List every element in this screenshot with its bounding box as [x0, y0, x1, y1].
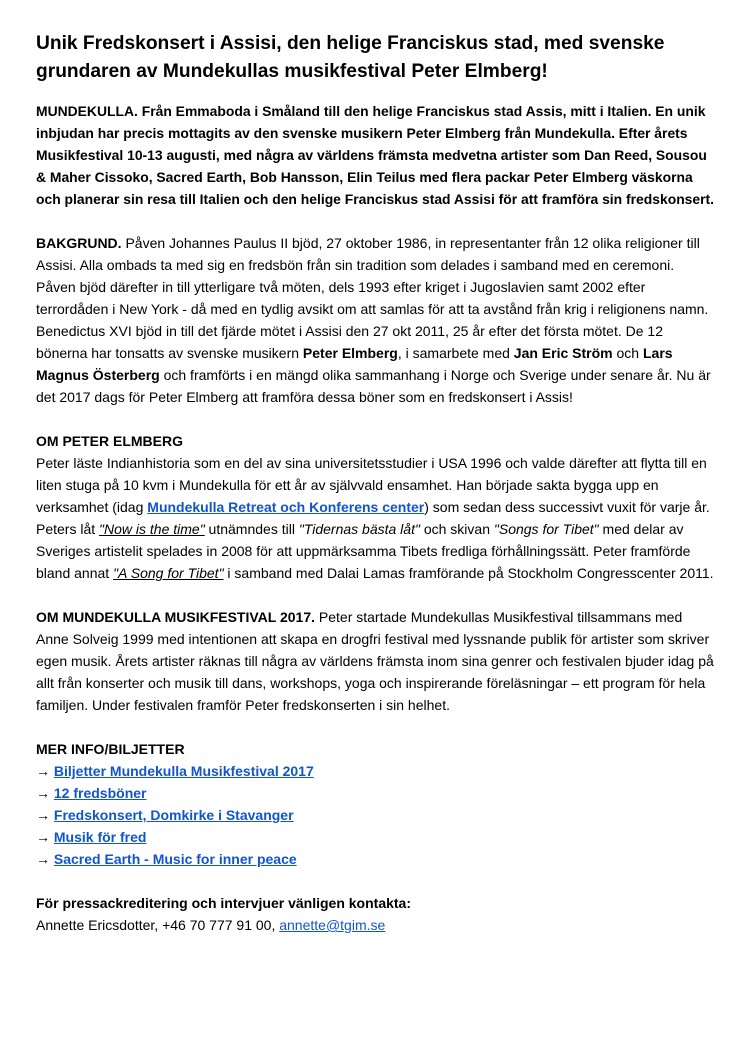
arrow-right-icon: → — [36, 763, 50, 779]
contact-text: Annette Ericsdotter, +46 70 777 91 00, — [36, 917, 280, 933]
arrow-right-icon: → — [36, 807, 50, 823]
background-text-4: och framförts i en mängd olika sammanhang i Norge och Sverige under senare år. Nu är det 2017 dags för Peter Elmberg att framföra dessa böner som en fredskonsert i Assis! — [36, 367, 711, 405]
about-peter-text-1: Peter läste Indianhistoria som en del av sina universitetsstudier i USA 1996 och valde därefter att flytta till en liten stuga på 10 kvm i Mundekulla för ett år av självvald ensamhet. Han började sakta bygga upp en verksamhet (idag — [36, 455, 707, 515]
list-item — [36, 804, 716, 826]
about-peter-text-6: i samband med Dalai Lamas framförande på Stockholm Congresscenter 2011. — [223, 565, 714, 581]
about-peter-section — [36, 430, 716, 584]
arrow-right-icon: → — [36, 851, 50, 867]
contact-section — [36, 892, 716, 936]
list-item — [36, 848, 716, 870]
more-info-heading: MER INFO/BILJETTER — [36, 741, 185, 757]
arrow-right-icon: → — [36, 785, 50, 801]
name-lars-magnus-osterberg: Lars Magnus Österberg — [36, 345, 673, 383]
contact-line — [36, 914, 716, 936]
link-fredskonsert-stavanger[interactable]: Fredskonsert, Domkirke i Stavanger — [53, 807, 294, 823]
press-release — [36, 30, 716, 936]
retreat-link[interactable]: Mundekulla Retreat och Konferens center — [147, 499, 425, 515]
about-peter-text-5: med delar av Sveriges artistelit spelades in 2008 för att uppmärksamma Tibets fredliga förhållningssätt. Peter framförde bland annat — [36, 521, 691, 581]
list-item — [36, 826, 716, 848]
contact-heading: För pressackreditering och intervjuer vänligen kontakta: — [36, 895, 411, 911]
arrow-right-icon: → — [36, 829, 50, 845]
about-peter-text-3: utnämndes till — [204, 521, 299, 537]
link-sacred-earth[interactable]: Sacred Earth - Music for inner peace — [53, 851, 297, 867]
list-item — [36, 760, 716, 782]
about-peter-paragraph — [36, 452, 716, 584]
link-12-fredsboner[interactable]: 12 fredsböner — [53, 785, 147, 801]
about-festival-paragraph — [36, 606, 716, 716]
song-a-song-for-tibet: "A Song for Tibet" — [113, 565, 224, 581]
link-musik-for-fred[interactable]: Musik för fred — [53, 829, 147, 845]
link-biljetter-festival[interactable]: Biljetter Mundekulla Musikfestival 2017 — [53, 763, 314, 779]
about-peter-text-2: ) som sedan dess successivt vuxit för varje år. Peters låt — [36, 499, 710, 537]
quote-tidernas-basta-lat: "Tidernas bästa låt" — [298, 521, 420, 537]
about-peter-text-4: och skivan — [419, 521, 494, 537]
background-text-3: och — [612, 345, 643, 361]
song-now-is-the-time: "Now is the time" — [99, 521, 205, 537]
about-peter-heading: OM PETER ELMBERG — [36, 433, 184, 449]
about-festival-text: Peter startade Mundekullas Musikfestival tillsammans med Anne Solveig 1999 med intentionen att skapa en drogfri festival med lyssnande publik för artister som skriver egen musik. Årets artister räknas till några av världens främsta inom sina genrer och festivalen bjuder idag på allt från konserter och musik till dans, workshops, yoga och inspirerande föreläsningar – ett program för hela familjen. Under festivalen framför Peter fredskonserten i sin helhet. — [36, 609, 714, 713]
name-jan-eric-strom: Jan Eric Ström — [513, 345, 613, 361]
more-info-section — [36, 738, 716, 870]
background-text-2: , i samarbete med — [397, 345, 514, 361]
background-paragraph — [36, 232, 716, 408]
contact-email-link[interactable]: annette@tgim.se — [279, 917, 386, 933]
about-festival-heading: OM MUNDEKULLA MUSIKFESTIVAL 2017. — [36, 609, 315, 625]
album-songs-for-tibet: "Songs for Tibet" — [493, 521, 599, 537]
background-text-1: Påven Johannes Paulus II bjöd, 27 oktober 1986, in representanter från 12 olika religioner till Assisi. Alla ombads ta med sig en fredsbön från sin tradition som delades i samband med en ceremoni. Påven bjöd därefter in till ytterligare två möten, dels 1993 efter kriget i Jugoslavien samt 2002 efter terrordåden i New York - då med en tydlig avsikt om att samlas för att ta avstånd från krig i religionens namn. Benedictus XVI bjöd in till det fjärde mötet i Assisi den 27 okt 2011, 25 år efter det första mötet. De 12 bönerna har tonsatts av svenske musikern — [36, 235, 709, 361]
list-item — [36, 782, 716, 804]
background-label: BAKGRUND. — [36, 235, 122, 251]
page-title: Unik Fredskonsert i Assisi, den helige Franciskus stad, med svenske grundaren av Mundekullas musikfestival Peter Elmberg! — [36, 33, 665, 82]
name-peter-elmberg: Peter Elmberg — [302, 345, 398, 361]
lead-paragraph: MUNDEKULLA. Från Emmaboda i Småland till den helige Franciskus stad Assis, mitt i Italien. En unik inbjudan har precis mottagits av den svenske musikern Peter Elmberg från Mundekulla. Efter årets Musikfestival 10-13 augusti, med några av världens främsta medvetna artister som Dan Reed, Sousou & Maher Cissoko, Sacred Earth, Bob Hansson, Elin Teilus med flera packar Peter Elmberg väskorna och planerar sin resa till Italien och den helige Franciskus stad Assisi för att framföra sin fredskonsert. — [36, 103, 715, 207]
